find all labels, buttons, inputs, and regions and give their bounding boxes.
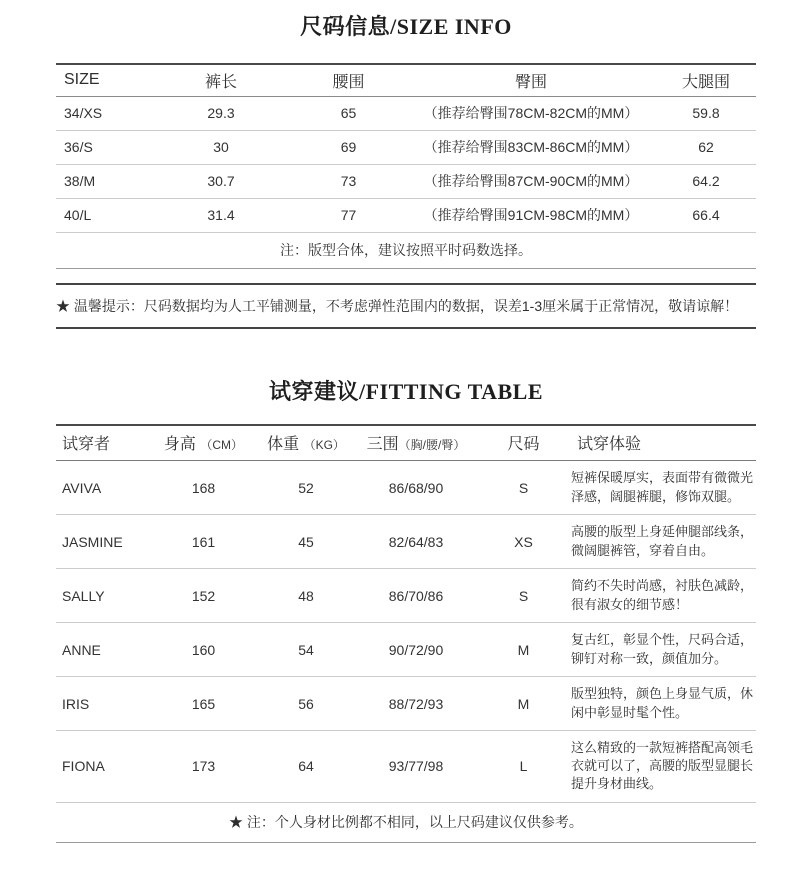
table-row [56, 164, 756, 198]
column-header-size [476, 425, 571, 461]
table-row [56, 130, 756, 164]
column-header-height [151, 425, 256, 461]
cell-measurements: 93/77/98 [356, 731, 476, 803]
cell-model-name: ANNE [56, 623, 151, 677]
cell-waist: 73 [291, 164, 406, 198]
size-table [56, 63, 756, 269]
column-header-model [56, 425, 151, 461]
cell-weight: 54 [256, 623, 356, 677]
cell-height: 161 [151, 515, 256, 569]
table-row [56, 677, 756, 731]
cell-size: XS [476, 515, 571, 569]
column-header-measurements [356, 425, 476, 461]
table-row [56, 198, 756, 232]
cell-weight: 52 [256, 461, 356, 515]
cell-experience: 高腰的版型上身延伸腿部线条，微阔腿裤管，穿着自由。 [571, 515, 756, 569]
cell-pants-length: 31.4 [151, 198, 291, 232]
fitting-table-title: 试穿建议/FITTING TABLE [268, 378, 544, 404]
cell-measurements: 90/72/90 [356, 623, 476, 677]
cell-model-name: JASMINE [56, 515, 151, 569]
cell-height: 173 [151, 731, 256, 803]
cell-measurements: 88/72/93 [356, 677, 476, 731]
size-table-header [56, 64, 756, 96]
cell-pants-length: 30 [151, 130, 291, 164]
note-row [56, 232, 756, 268]
cell-weight: 45 [256, 515, 356, 569]
cell-hip: （推荐给臀围83CM-86CM的MM） [406, 130, 656, 164]
column-header-experience [571, 425, 756, 461]
cell-pants-length: 29.3 [151, 96, 291, 130]
cell-size: L [476, 731, 571, 803]
cell-height: 160 [151, 623, 256, 677]
cell-size: S [476, 569, 571, 623]
header-label: 三围 [366, 436, 399, 454]
cell-experience: 短裤保暖厚实，表面带有微微光泽感，阔腿裤腿，修饰双腿。 [571, 461, 756, 515]
column-header-size: SIZE [64, 71, 100, 89]
cell-thigh: 66.4 [656, 198, 756, 232]
fitting-table-header [56, 425, 756, 461]
table-row [56, 461, 756, 515]
cell-model-name: FIONA [56, 731, 151, 803]
cell-experience: 复古红，彰显个性，尺码合适，铆钉对称一致，颜值加分。 [571, 623, 756, 677]
cell-height: 165 [151, 677, 256, 731]
column-header-hip: 臀围 [514, 73, 547, 91]
cell-measurements: 86/68/90 [356, 461, 476, 515]
header-label: 试穿者 [62, 436, 111, 454]
cell-model-name: IRIS [56, 677, 151, 731]
header-unit: （胸/腰/臀） [398, 438, 466, 453]
fitting-table [56, 424, 756, 843]
cell-experience: 这么精致的一款短裤搭配高领毛衣就可以了，高腰的版型显腿长提升身材曲线。 [571, 731, 756, 803]
cell-weight: 64 [256, 731, 356, 803]
size-table-note: 注：版型合体，建议按照平时码数选择。 [56, 232, 756, 268]
cell-model-name: AVIVA [56, 461, 151, 515]
header-label: 试穿体验 [577, 436, 642, 454]
cell-size: M [476, 677, 571, 731]
header-row [56, 64, 756, 96]
cell-experience: 版型独特，颜色上身显气质，休闲中彰显时髦个性。 [571, 677, 756, 731]
cell-waist: 77 [291, 198, 406, 232]
column-header-thigh: 大腿围 [681, 73, 730, 91]
table-row [56, 96, 756, 130]
note-row [56, 802, 756, 842]
header-unit: （CM） [200, 438, 244, 453]
cell-measurements: 86/70/86 [356, 569, 476, 623]
header-label: 尺码 [507, 436, 540, 454]
table-row [56, 623, 756, 677]
header-row [56, 425, 756, 461]
cell-size: S [476, 461, 571, 515]
cell-thigh: 62 [656, 130, 756, 164]
table-row [56, 515, 756, 569]
cell-weight: 48 [256, 569, 356, 623]
measurement-warning: ★ 温馨提示：尺码数据均为人工平铺测量，不考虑弹性范围内的数据，误差1-3厘米属于正常情况，敬请谅解！ [56, 283, 756, 329]
cell-measurements: 82/64/83 [356, 515, 476, 569]
cell-height: 152 [151, 569, 256, 623]
cell-size: 36/S [56, 130, 151, 164]
column-header-weight [256, 425, 356, 461]
cell-waist: 69 [291, 130, 406, 164]
cell-hip: （推荐给臀围78CM-82CM的MM） [406, 96, 656, 130]
cell-size: 40/L [56, 198, 151, 232]
cell-thigh: 59.8 [656, 96, 756, 130]
cell-hip: （推荐给臀围91CM-98CM的MM） [406, 198, 656, 232]
header-label: 身高 [163, 436, 196, 454]
cell-hip: （推荐给臀围87CM-90CM的MM） [406, 164, 656, 198]
header-label: 体重 [267, 436, 300, 454]
size-info-title: 尺码信息/SIZE INFO [300, 14, 512, 39]
column-header-pants-length: 裤长 [204, 73, 237, 91]
cell-experience: 简约不失时尚感，衬肤色减龄，很有淑女的细节感！ [571, 569, 756, 623]
cell-pants-length: 30.7 [151, 164, 291, 198]
cell-size: 38/M [56, 164, 151, 198]
column-header-waist: 腰围 [332, 73, 365, 91]
table-row [56, 569, 756, 623]
cell-size: M [476, 623, 571, 677]
fitting-table-note: ★ 注：个人身材比例都不相同，以上尺码建议仅供参考。 [56, 802, 756, 842]
table-row [56, 731, 756, 803]
cell-size: 34/XS [56, 96, 151, 130]
cell-weight: 56 [256, 677, 356, 731]
cell-thigh: 64.2 [656, 164, 756, 198]
cell-model-name: SALLY [56, 569, 151, 623]
header-unit: （KG） [303, 438, 345, 453]
cell-waist: 65 [291, 96, 406, 130]
cell-height: 168 [151, 461, 256, 515]
